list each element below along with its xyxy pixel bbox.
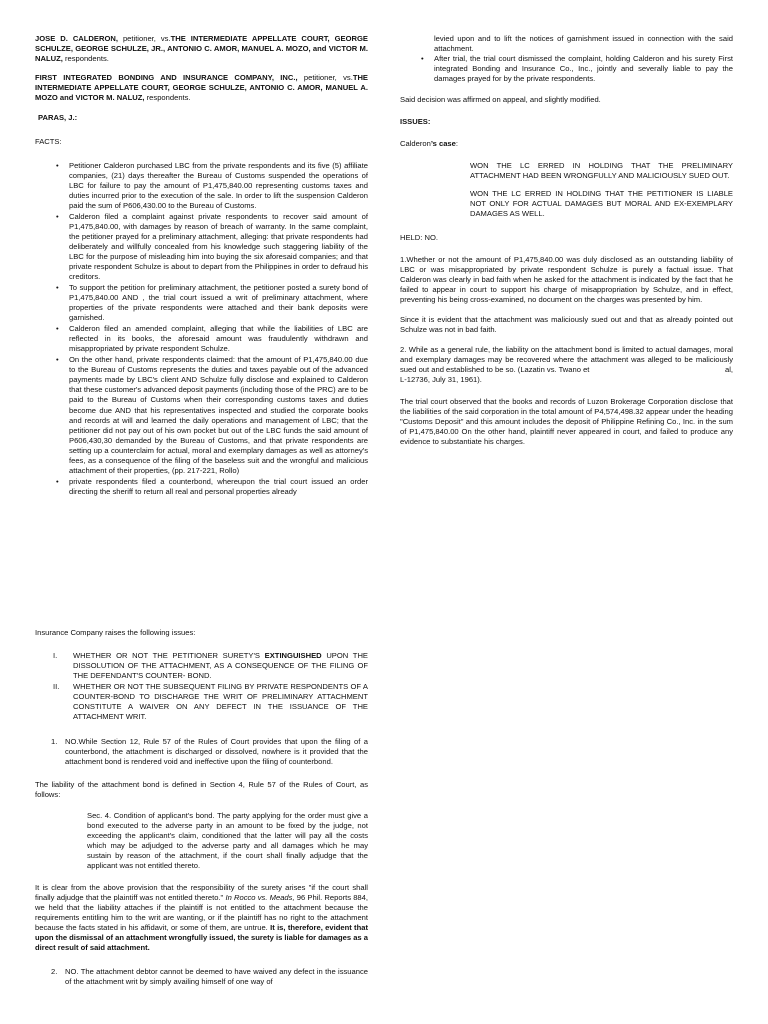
case2-petitioner: FIRST INTEGRATED BONDING AND INSURANCE COMPANY, INC., (35, 73, 298, 83)
liability-definition: The liability of the attachment bond is defined in Section 4, Rule 57 of the Rules of Court, as follows: (35, 780, 368, 800)
fact-item: • After trial, the trial court dismissed the complaint, holding Calderon and his surety First integrated Bonding and Insurance Co., Inc., jointly and severally liable to pay the damages prayed for by the private respondents. (434, 54, 733, 84)
issue-text: WHETHER OR NOT THE PETITIONER SURETY'S (73, 651, 265, 661)
case-label-suffix: s case (432, 139, 456, 149)
clear-text-mid: 96 Phil. Reports 884, we held that the liability attaches if the plaintiff is not entitled to the attachment because the requirements entitling him to the writ are wanting, or if the plaintiff has no right to the attachment because the facts stated in his affidavit, or some of them, are untrue. (35, 893, 368, 933)
clear-text: It is clear from the above provision that the responsibility of the surety arises "if the court shall finally adjudge that the plaintiff was not entitled thereto." (35, 883, 368, 903)
case2-suffix: respondents. (144, 93, 191, 103)
rule-quote: Sec. 4. Condition of applicant's bond. The party applying for the order must give a bond executed to the adverse party in an amount to be fixed by the judge, not exceeding the applicant's claim, conditioned that the latter will pay all the costs which may be adjudged to the adverse party and all damages which he may sustain by reason of the attachment, if the court shall finally adjudge that the applicant was not entitled thereto. (87, 811, 368, 871)
case1-role: petitioner, vs. (117, 34, 171, 43)
right-column (400, 34, 733, 447)
issue-text-bold: EXTINGUISHED (264, 651, 322, 661)
fact-item: • Calderon filed a complaint against private respondents to recover said amount of P1,475,840.00, with damages by reason of breach of warranty. In the same complaint, the petitioner prayed for a preliminary attachment, alleging: that private respondents had deliberately and willfully concealed from his knowledge such staggering liability of the LBC for the purpose of misleading him into buying the six aforesaid companies; and that private respondent Schulze is about to depart from the Philippines in order to defraud his creditors. (69, 212, 368, 282)
facts-heading: FACTS: (35, 137, 62, 147)
insurance-issue-1 (35, 651, 368, 681)
held2-main: 2. While as a general rule, the liability on the attachment bond is limited to actual damages, moral and exemplary damages may be recovered where the attachment was alleged to be maliciously sued out and established to be so. (Lazatin vs. Twano et (400, 345, 733, 375)
continued-fact: levied upon and to lift the notices of garnishment issued in connection with the said attachment. (434, 34, 733, 54)
case-label: Calderon’s case: (400, 139, 459, 149)
answer-number: 1. (51, 737, 58, 747)
insurance-intro: Insurance Company raises the following issues: (35, 628, 196, 637)
issue-1: WON THE LC ERRED IN HOLDING THAT THE PRELIMINARY ATTACHMENT HAD BEEN WRONGFULLY AND MALICIOUSLY SUED OUT. (470, 161, 733, 181)
fact-item: • private respondents filed a counterbond, whereupon the trial court issued an order directing the sheriff to return all real and personal properties already (69, 477, 368, 497)
clear-text-bold: It is, therefore, evident that upon the dismissal of an attachment wrongfully issued, the surety is liable for damages as a direct result of said attachment. (35, 923, 368, 953)
held-paragraph-1: 1.Whether or not the amount of P1,475,840.00 was duly disclosed as an outstanding liability of LBC or was misappropriated by private respondent Schulze is purely a factual issue. That Calderon was clearly in bad faith when he asked for the attachment is indicated by the fact that he failed to appear in court to support his charge of misappropriation by Schulze, and in effect, preventing his being cross-examined, no document on the charges was presented by him. (400, 255, 733, 305)
case-label-prefix: Calderon (400, 139, 431, 149)
issues-heading: ISSUES: (400, 117, 431, 127)
answer-1 (35, 737, 368, 767)
issue-text: WHETHER OR NOT THE SUBSEQUENT FILING BY PRIVATE RESPONDENTS OF A COUNTER-BOND TO DISCHARGE THE WRIT OF PRELIMINARY ATTACHMENT CONSTITUTE A WAIVER ON ANY DEFECT IN THE ISSUANCE OF THE ATTACHMENT WRIT. (73, 682, 368, 722)
answer-text: NO. The attachment debtor cannot be deemed to have waived any defect in the issuance of the attachment writ by simply availing himself of one way of (65, 967, 368, 987)
fact-item: • Petitioner Calderon purchased LBC from the private respondents and its five (5) affiliate companies, (21) days thereafter the Bureau of Customs suspended the operations of LBC for failure to pay the amount of P1,475,840.00 representing customs taxes and duties incurred prior to the execution of the sale. In order to lift the suspension Calderon paid the sum of P606,430.00 to the Bureau of Customs. (69, 161, 368, 211)
clear-paragraph (35, 883, 368, 953)
affirmed-text: Said decision was affirmed on appeal, and slightly modified. (400, 95, 601, 105)
facts-list-continued (400, 54, 733, 84)
answer-text: NO.While Section 12, Rule 57 of the Rules of Court provides that upon the filing of a counterbond, the attachment is discharged or dissolved, nowhere is it provided that the attachment bond is rendered void and ineffective upon the filing of counterbond. (65, 737, 368, 767)
facts-list (35, 161, 368, 497)
fact-item: • Calderon filed an amended complaint, alleging that while the liabilities of LBC are reflected in its books, the aforesaid amount was fraudulently withdrawn and misappropriated by private respondent Schulze. (69, 324, 368, 354)
case2-role: petitioner, vs. (297, 73, 353, 83)
trial-court-paragraph: The trial court observed that the books and records of Luzon Brokerage Corporation disclose that the liabilities of the said corporation in the total amount of P4,574,498.32 appear under the heading "Customs Deposit" and this amount includes the deposit of Philippine Refining Co., Inc. in the sum of P1,475,840.00 On the other hand, plaintiff never appeared in court, and failed to produce any evidence to substantiate his charges. (400, 397, 733, 447)
answer-number: 2. (51, 967, 58, 977)
issue-text-post: UPON THE DISSOLUTION OF THE ATTACHMENT, AS A CONSEQUENCE OF THE FILING OF THE DEFENDANT'S COUNTER- BOND. (73, 651, 368, 681)
case2-respondents: THE INTERMEDIATE APPELLATE COURT, GEORGE SCHULZE, ANTONIO C. AMOR, MANUEL A. MOZO and VICTOR M. NALUZ, (35, 73, 368, 103)
issue-2: WON THE LC ERRED IN HOLDING THAT THE PETITIONER IS LIABLE NOT ONLY FOR ACTUAL DAMAGES BUT MORAL AND EX-EXEMPLARY DAMAGES AS WELL. (470, 189, 733, 219)
insurance-issue-2 (35, 682, 368, 722)
case1-respondents: THE INTERMEDIATE APPELLATE COURT, GEORGE SCHULZE, GEORGE SCHULZE, JR., ANTONIO C. AMOR, MANUEL A. MOZO, and VICTOR M. NALUZ, (35, 34, 368, 64)
fact-item: • On the other hand, private respondents claimed: that the amount of P1,475,840.00 due to the Bureau of Customs represents the duties and taxes payable out of the advanced payments made by LBC's client AND Schulze fully disclose and explained to Calderon that these customer's advanced deposit payments (including those of the PRC) are to be paid to the Bureau of Customs when their corresponding customs taxes and duties become due AND that his representatives inspected and studied the corporate books and records at will and learned the daily operations and management of LBC; that the petitioner did not pay out of his own pocket but out of the LBC funds the said amount of P606,430,30 demanded by the Bureau of Customs, and that private respondents are setting up a counterclaim for actual, moral and exemplary damages as well as attorney's fees, as a consequence of the filing of the baseless suit and the wrongful and malicious attachment of their properties, (pp. 217-221, Rollo) (69, 355, 368, 475)
answer-2 (35, 967, 368, 987)
held-heading: HELD: NO. (400, 233, 438, 243)
issue-number: II. (53, 682, 60, 692)
case1-suffix: respondents. (62, 54, 109, 64)
held2-citation: L-12736, July 31, 1961). (400, 375, 482, 385)
case1-petitioner: JOSE D. CALDERON, (35, 34, 118, 43)
ponente: PARAS, J.: (38, 113, 78, 123)
fact-item: • To support the petition for preliminary attachment, the petitioner posted a surety bond of P1,475,840.00 AND , the trial court issued a writ of preliminary attachment, where properties of the private respondents were attached and their bank deposits were garnished. (69, 283, 368, 323)
insurance-issues-section (35, 628, 368, 987)
left-column (35, 34, 368, 498)
case-citation: In Rocco vs. Meads, (225, 893, 295, 903)
held2-al: al, (724, 365, 733, 375)
case-title-1 (35, 34, 368, 64)
issue-number: I. (53, 651, 58, 661)
case-title-2 (35, 73, 368, 103)
held-since-paragraph: Since it is evident that the attachment was maliciously sued out and that as already pointed out Schulze was not in bad faith. (400, 315, 733, 335)
held-paragraph-2 (400, 345, 733, 375)
